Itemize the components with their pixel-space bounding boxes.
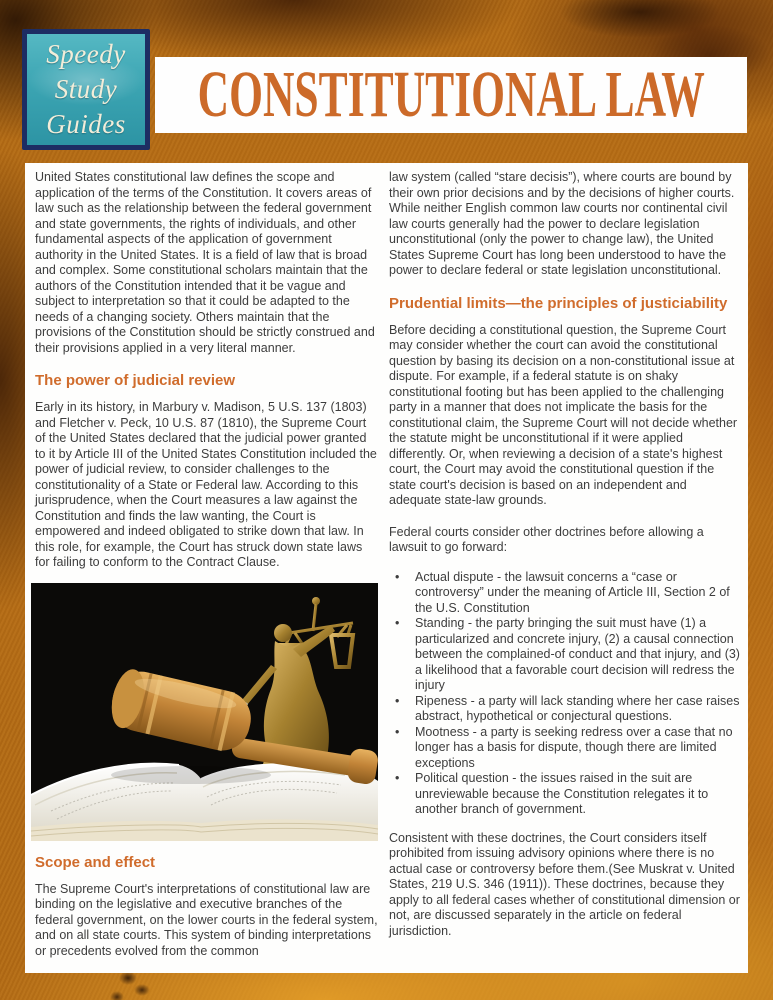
- justiciability-doctrines-list: [389, 570, 741, 818]
- right-column: [389, 170, 741, 955]
- list-item-text: Actual dispute - the lawsuit concerns a “case or controversy” under the meaning of Article III, Section 2 of the U.S. Constitution: [415, 569, 730, 615]
- logo-line-3: Guides: [46, 109, 126, 139]
- logo-line-2: Study: [54, 74, 118, 104]
- judicial-review-paragraph: Early in its history, in Marbury v. Madison, 5 U.S. 137 (1803) and Fletcher v. Peck, 10 U.S. 87 (1810), the Supreme Court of the United States declared that the judicial power granted to it by Article III of the United States Constitution included the power of judicial review, to consider challenges to the constitutionality of a State or Federal law. According to this jurisprudence, when the Court measures a law against the Constitution and finds the law wanting, the Court is empowered and indeed obligated to strike down that law. In this role, for example, the Court has struck down state laws for failing to conform to the Contract Clause.: [35, 400, 377, 569]
- doctrines-lead-paragraph: Federal courts consider other doctrines before allowing a lawsuit to go forward:: [389, 524, 704, 554]
- logo-line-1: Speedy: [46, 39, 126, 69]
- list-item-actual-dispute: [389, 570, 741, 617]
- stare-decisis-paragraph: law system (called “stare decisis”), where courts are bound by their own prior decisions and by the decisions of higher courts. While neither English common law courts nor continental civil law courts generally had the power to declare legislation unconstitutional (only the power to change law), the United States Supreme Court has long been understood to have the power to declare federal or state legislation unconstitutional.: [389, 170, 735, 277]
- content-panel: [25, 163, 748, 973]
- list-item-ripeness: [389, 694, 741, 725]
- list-item-text: Standing - the party bringing the suit must have (1) a particularized and concrete injury, (2) a causal connection between the complained-of conduct and that injury, and (3) a likelihood that a favorable court decision will redress the injury: [415, 616, 740, 692]
- open-book: [31, 763, 378, 840]
- scope-and-effect-paragraph: The Supreme Court's interpretations of constitutional law are binding on the legislative and executive branches of the federal government, on the lower courts in the federal system, and on all state courts. This system of binding interpretations or precedents evolved from the common: [35, 881, 378, 958]
- advisory-opinions-paragraph: Consistent with these doctrines, the Court considers itself prohibited from issuing advisory opinions where there is no actual case or controversy before them.(See Muskrat v. United States, 219 U.S. 346 (1911)). These doctrines, because they apply to all federal cases whether of constitutional dimension or not, are discussed separately in the article on federal jurisdiction.: [389, 830, 740, 938]
- list-item-text: Ripeness - a party will lack standing where her case raises abstract, hypothetical or conjectural questions.: [415, 693, 740, 723]
- intro-paragraph: United States constitutional law defines the scope and application of the terms of the Constitution. It covers areas of law such as the relationship between the federal government and state governments, the rights of individuals, and other fundamental aspects of the application of government authority in the United States. It is a field of law that is broad and complex. Some constitutional scholars maintain that the authors of the Constitution intended that it be vague and subject to interpretation so that it could be adapted to the needs of a changing society. Others maintain that the provisions of the Constitution should be strictly construed and their provisions applied in a very literal manner.: [35, 170, 375, 355]
- list-item-political-question: [389, 771, 741, 818]
- heading-scope-and-effect: Scope and effect: [35, 853, 156, 871]
- list-item-standing: [389, 616, 741, 694]
- heading-power-of-judicial-review: The power of judicial review: [35, 372, 236, 389]
- list-item-mootness: [389, 725, 741, 772]
- gavel-scales-photo: [31, 583, 378, 841]
- heading-prudential-limits: Prudential limits—the principles of justiciability: [389, 294, 728, 312]
- title-banner: [155, 57, 747, 133]
- page-title: CONSTITUTIONAL LAW: [197, 58, 705, 131]
- list-item-text: Political question - the issues raised in the suit are unreviewable because the Constitution relegates it to another branch of government.: [415, 771, 709, 816]
- list-item-text: Mootness - a party is seeking redress over a case that no longer has a basis for dispute, though there are limited exceptions: [415, 724, 733, 770]
- left-column: [35, 170, 379, 975]
- speedy-study-guides-logo: [22, 29, 150, 150]
- prudential-limits-paragraph: Before deciding a constitutional question, the Supreme Court may consider whether the court can avoid the constitutional question by basing its decision on a non-constitutional issue at dispute. For example, if a federal statute is on shaky constitutional footing but has been applied to the challenging party in a manner that does not implicate the basis for the constitutional claim, the Supreme Court will not decide whether the statute might be unconstitutional if it were applied differently. Or, when reviewing a decision of a state's highest court, the Court may avoid the constitutional question if the state court's decision is based on an independent and adequate state-law grounds.: [389, 322, 738, 507]
